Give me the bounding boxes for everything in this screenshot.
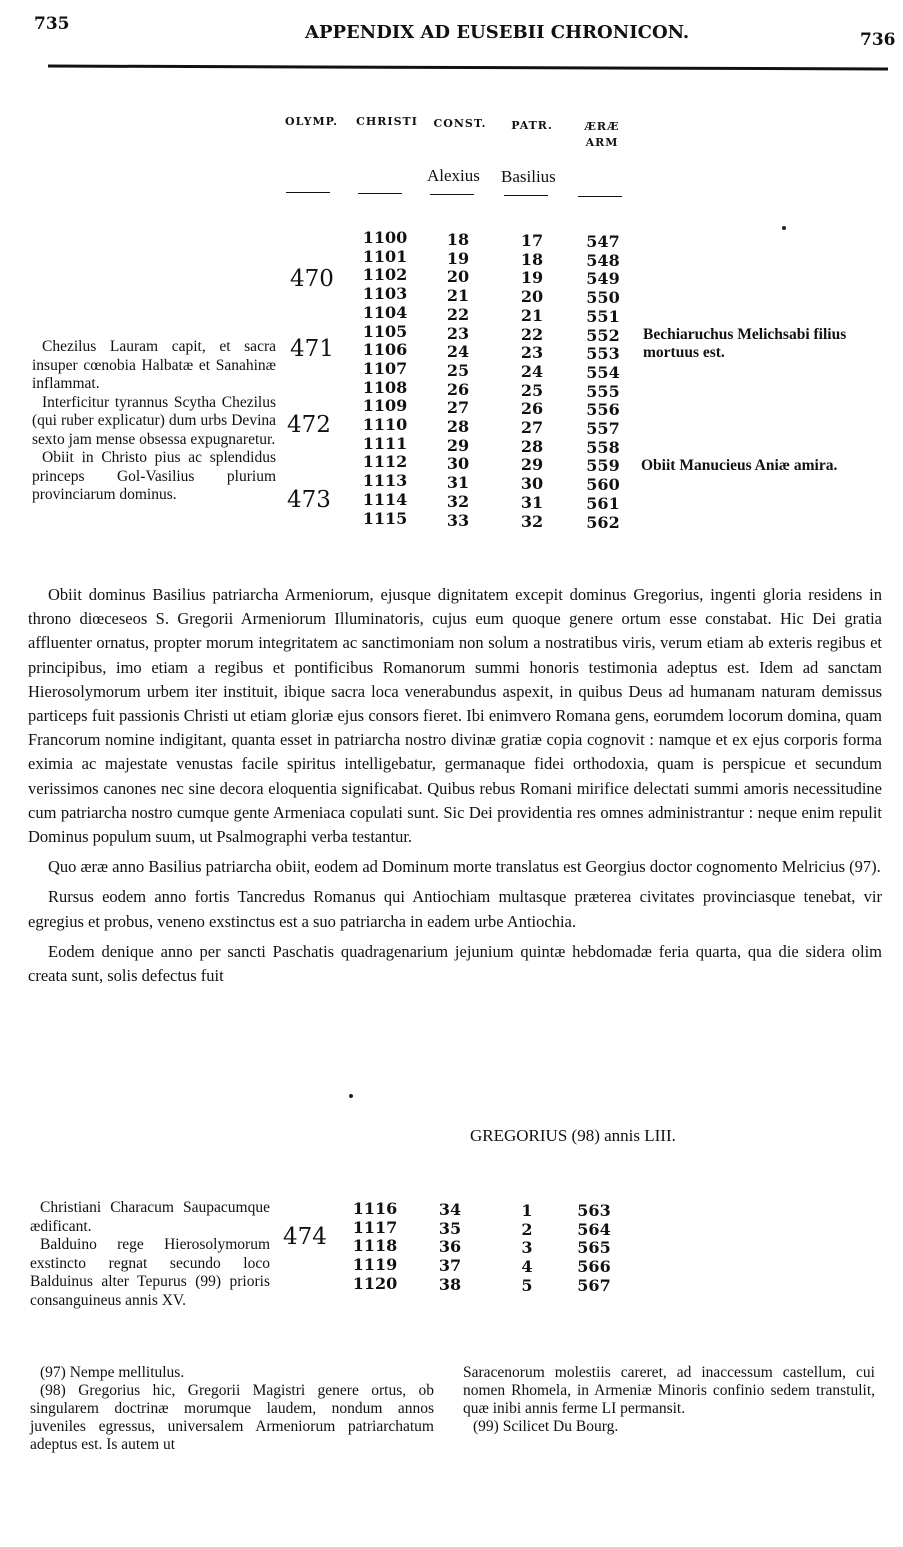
col-rule <box>358 193 402 194</box>
printer-mark <box>782 226 786 230</box>
right-note: Bechiaruchus Melichsabi filius mortuus est. <box>643 326 847 361</box>
table-cell: 1115 <box>362 508 408 528</box>
footnote-continued: Saracenorum molestiis careret, ad inaccessum castellum, cui nomen Rhomela, in Armeniæ Minoris confinio sedem transtulit, quæ inibi annis ferme LI permansit. <box>463 1364 875 1417</box>
table-cell: 562 <box>586 512 620 532</box>
table-cell: 31 <box>446 473 470 493</box>
side-note: Interficitur tyrannus Scytha Chezilus (qui ruber explicatur) dum urbs Devina sexto jam mense obsessa expugnaretur. <box>32 393 276 448</box>
patr-column <box>514 232 550 531</box>
table-cell: 1111 <box>362 433 408 453</box>
table-cell: 37 <box>438 1256 462 1276</box>
col-rule <box>504 195 548 196</box>
table-cell: 34 <box>438 1200 462 1219</box>
col-header-aerae: ÆRÆ <box>584 120 620 133</box>
table-cell: 21 <box>446 286 470 306</box>
paragraph: Quo æræ anno Basilius patriarcha obiit, eodem ad Dominum morte translatus est Georgius doctor cognomento Melricius (97). <box>48 857 881 877</box>
paragraph: Eodem denique anno per sancti Paschatis quadragenarium jejunium quintæ hebdomadæ feria quarta, qua die sidera olim creata sunt, solis defectus fuit <box>28 941 882 986</box>
patr-column <box>512 1202 542 1296</box>
table-cell: 20 <box>520 287 544 307</box>
table-cell: 38 <box>438 1274 462 1294</box>
table-cell: 1101 <box>362 246 408 266</box>
table-cell: 29 <box>446 435 470 455</box>
table-cell: 4 <box>521 1257 533 1277</box>
table-cell: 28 <box>520 436 544 456</box>
table-cell: 29 <box>520 455 544 475</box>
printer-mark <box>349 1094 353 1098</box>
table-cell: 24 <box>520 361 544 381</box>
table-cell: 558 <box>586 437 620 457</box>
table-cell: 35 <box>438 1218 462 1238</box>
table-cell: 27 <box>446 398 470 418</box>
table-cell: 1100 <box>362 228 408 247</box>
table-cell: 19 <box>446 248 470 268</box>
table-cell: 23 <box>446 323 470 343</box>
table-cell: 1103 <box>362 284 408 304</box>
table-cell: 21 <box>520 305 544 325</box>
table-cell: 566 <box>577 1257 611 1277</box>
olympiad-number: 471 <box>290 336 334 362</box>
page-number-left: 735 <box>34 14 70 34</box>
col-header-arm: ARM <box>585 136 619 149</box>
paragraph: Rursus eodem anno fortis Tancredus Romanus qui Antiochiam multasque præterea civitates provinciasque tenebat, vir egregius et probus, veneno exstinctus est a suo patriarcha in eadem urbe Antiochia. <box>28 887 882 931</box>
table-cell: 565 <box>577 1238 611 1258</box>
table-cell: 551 <box>586 306 620 326</box>
table-cell: 22 <box>446 304 470 324</box>
table-cell: 567 <box>577 1275 611 1295</box>
right-note: Obiit Manucieus Aniæ amira. <box>641 457 838 474</box>
footnote: (98) Gregorius hic, Gregorii Magistri genere ortus, ob singularem doctrinæ morumque laudem, nondum annos juveniles egressus, universalem Armeniorum patriarchatum adeptus est. Is autem ut <box>30 1382 434 1453</box>
side-note: Christiani Characum Saupacumque ædificant. <box>30 1199 270 1235</box>
table-cell: 5 <box>521 1275 533 1295</box>
table-cell: 561 <box>586 493 620 513</box>
col-header-const: CONST. <box>433 117 487 130</box>
table-cell: 553 <box>586 344 620 364</box>
table-cell: 20 <box>446 267 470 287</box>
section-title: GREGORIUS (98) annis LIII. <box>470 1126 676 1145</box>
table-cell: 563 <box>577 1201 611 1220</box>
table-cell: 30 <box>446 454 470 474</box>
olympiad-number: 474 <box>283 1224 327 1250</box>
left-notes-lower <box>30 1199 270 1310</box>
table-cell: 1118 <box>352 1236 398 1256</box>
table-cell: 1112 <box>362 452 408 472</box>
olympiad-number: 473 <box>287 487 331 513</box>
const-column <box>432 1201 468 1295</box>
table-cell: 560 <box>586 475 620 495</box>
table-cell: 1107 <box>362 358 408 378</box>
footnotes-left <box>30 1364 434 1454</box>
table-cell: 25 <box>446 360 470 380</box>
table-cell: 1110 <box>362 415 408 435</box>
table-cell: 564 <box>577 1219 611 1239</box>
christi-column <box>352 1200 398 1294</box>
table-cell: 18 <box>520 249 544 269</box>
table-cell: 1104 <box>362 302 408 322</box>
side-note: Chezilus Lauram capit, et sacra insuper cœnobia Halbatæ et Sanahinæ inflammat. <box>32 338 276 392</box>
table-cell: 556 <box>586 400 620 420</box>
side-note: Balduino rege Hierosolymorum exstincto regnat secundo loco Balduinus alter Tepurus (99) prioris consanguineus annis XV. <box>30 1236 270 1309</box>
const-column <box>440 231 476 530</box>
table-cell: 1116 <box>352 1199 398 1218</box>
table-cell: 33 <box>446 510 470 530</box>
table-cell: 1114 <box>362 489 408 509</box>
table-cell: 3 <box>521 1238 533 1258</box>
col-header-olymp: OLYMP. <box>285 115 338 128</box>
table-cell: 19 <box>520 268 544 288</box>
aerae-column <box>583 233 623 532</box>
table-cell: 548 <box>586 250 620 270</box>
col-rule <box>578 196 622 197</box>
col-rule <box>286 192 330 193</box>
col-rule <box>430 194 474 195</box>
table-cell: 27 <box>520 418 544 438</box>
main-text <box>28 583 882 988</box>
table-cell: 1102 <box>362 265 408 285</box>
olympiad-number: 470 <box>290 266 334 292</box>
header-rule <box>48 65 888 71</box>
table-cell: 25 <box>520 380 544 400</box>
paragraph: Obiit dominus Basilius patriarcha Armeniorum, ejusque dignitatem excepit dominus Gregorius, ingenti gloria residens in throno diœceseos S. Gregorii Armeniorum Illuminatoris, cujus eum quoque genere ortum esse constabat. Hic Dei gratia affluenter ornatus, propter morum integritatem ac sanctimoniam non solum a nostratibus viris, verum etiam ab exteris regibus et principibus, imo etiam a regibus et pontificibus Romanorum summi honoris testimonia adeptus est. Idem ad sanctam Hierosolymorum urbem iter instituit, ibique sacra loca venerabundus aspexit, in quibus Deus ad humanam naturam demissus particeps fuit passionis Christi ut etiam gloriæ ejus consors fieret. Ibi enimvero Romana gens, eorumdem locorum domina, quam Francorum nomine indigitant, quanta esset in patriarcha nostro divinæ gratiæ copia cognovit : namque et ex ejus corporis forma eximia ac majestate venustas facile spiritus intelligebatur, germanaque fidei orthodoxia, quam is perspicue et secundum verissimos canones nec sine decora eloquentia significabat. Quibus rebus Romani mirifice delectati summi amoris necessitudine cum patriarcha nostro cumque gente Armeniaca copulati sunt. Sic Dei providentia res omnes administrantur : neque enim repulit Dominus populum suum, ut Psalmographi verba testantur. <box>28 585 882 847</box>
table-cell: 550 <box>586 288 620 308</box>
table-cell: 559 <box>586 456 620 476</box>
footnotes-right <box>463 1364 875 1436</box>
table-cell: 554 <box>586 362 620 382</box>
table-cell: 36 <box>438 1237 462 1257</box>
table-cell: 552 <box>586 325 620 345</box>
table-cell: 28 <box>446 417 470 437</box>
table-cell: 1105 <box>362 321 408 341</box>
table-cell: 26 <box>520 399 544 419</box>
table-cell: 1108 <box>362 377 408 397</box>
footnote: (97) Nempe mellitulus. <box>40 1364 185 1381</box>
table-cell: 1106 <box>362 340 408 360</box>
table-cell: 31 <box>520 492 544 512</box>
left-notes-upper <box>32 338 276 505</box>
table-cell: 23 <box>520 343 544 363</box>
aerae-column <box>574 1202 614 1296</box>
col-header-patr: PATR. <box>511 119 553 132</box>
col-header-christi: CHRISTI <box>356 115 418 128</box>
table-cell: 22 <box>520 324 544 344</box>
table-cell: 32 <box>446 491 470 511</box>
table-cell: 24 <box>446 342 470 362</box>
table-cell: 1109 <box>362 396 408 416</box>
table-cell: 557 <box>586 419 620 439</box>
table-cell: 26 <box>446 379 470 399</box>
table-cell: 32 <box>520 511 544 531</box>
christi-column <box>362 229 408 528</box>
table-cell: 1 <box>521 1201 533 1220</box>
table-cell: 30 <box>520 474 544 494</box>
table-cell: 17 <box>520 231 544 250</box>
side-note: Obiit in Christo pius ac splendidus princeps Gol-Vasilius plurium provinciarum dominus. <box>32 449 276 503</box>
const-name: Alexius <box>427 166 480 185</box>
table-cell: 2 <box>521 1219 533 1239</box>
table-cell: 1117 <box>352 1217 398 1237</box>
table-cell: 1119 <box>352 1255 398 1275</box>
footnote: (99) Scilicet Du Bourg. <box>473 1418 619 1435</box>
table-cell: 549 <box>586 269 620 289</box>
olympiad-number: 472 <box>287 412 331 438</box>
patr-name: Basilius <box>501 167 556 186</box>
page-number-right: 736 <box>860 30 896 50</box>
table-cell: 1120 <box>352 1273 398 1293</box>
table-cell: 18 <box>446 230 470 249</box>
running-title: APPENDIX AD EUSEBII CHRONICON. <box>305 22 690 43</box>
table-cell: 1113 <box>362 471 408 491</box>
table-cell: 555 <box>586 381 620 401</box>
table-cell: 547 <box>586 232 620 251</box>
